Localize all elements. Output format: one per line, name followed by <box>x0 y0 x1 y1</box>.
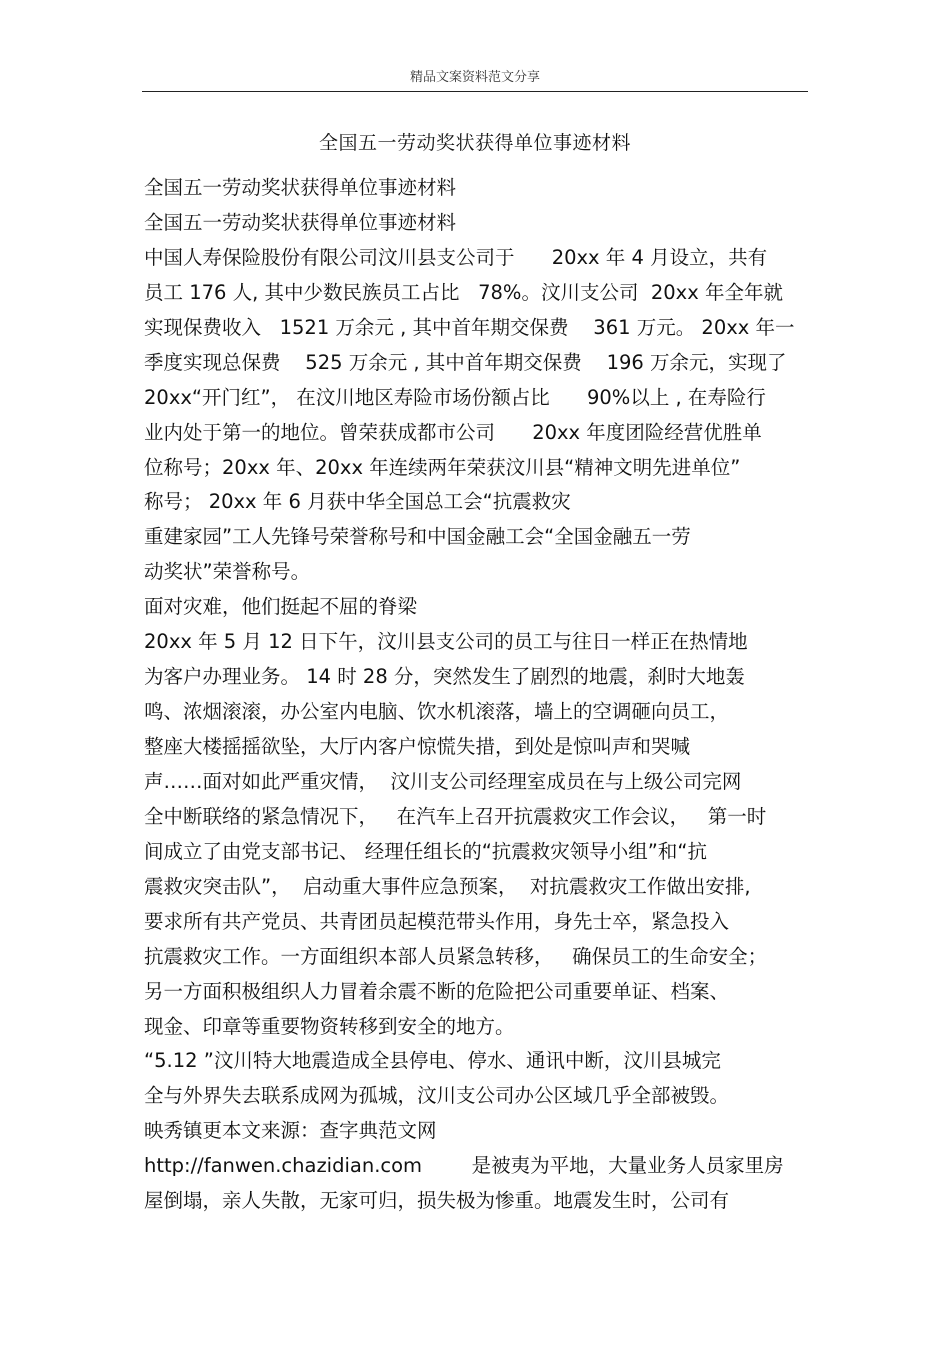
body-line: 全中断联络的紧急情况下， 在汽车上召开抗震救灾工作会议， 第一时 <box>144 804 767 828</box>
body-line: 员工 176 人, 其中少数民族员工占比 78%。汶川支公司 20xx 年全年就 <box>144 280 783 304</box>
body-line: 声……面对如此严重灾情， 汶川支公司经理室成员在与上级公司完网 <box>144 769 742 793</box>
body-line: 20xx“开门红”， 在汶川地区寿险市场份额占比 90%以上 , 在寿险行 <box>144 385 766 409</box>
section-heading: 面对灾难，他们挺起不屈的脊梁 <box>144 595 418 619</box>
body-line: 中国人寿保险股份有限公司汶川县支公司于 20xx 年 4 月设立，共有 <box>144 245 768 269</box>
body-line: 季度实现总保费 525 万余元 , 其中首年期交保费 196 万余元，实现了 <box>144 350 787 374</box>
document-body <box>144 171 810 1219</box>
body-line: 现金、印章等重要物资转移到安全的地方。 <box>144 1014 515 1038</box>
body-line: 位称号；20xx 年、20xx 年连续两年荣获汶川县“精神文明先进单位” <box>144 455 741 479</box>
body-line: 全与外界失去联系成网为孤城，汶川支公司办公区域几乎全部被毁。 <box>144 1084 730 1108</box>
body-line: “5.12 ”汶川特大地震造成全县停电、停水、通讯中断，汶川县城完 <box>144 1049 721 1073</box>
body-line: 要求所有共产党员、共青团员起模范带头作用，身先士卒，紧急投入 <box>144 909 730 933</box>
body-line: 鸣、浓烟滚滚，办公室内电脑、饮水机滚落，墙上的空调砸向员工， <box>144 700 730 724</box>
body-line: 屋倒塌，亲人失散，无家可归，损失极为惨重。地震发生时，公司有 <box>144 1189 730 1213</box>
body-line: 另一方面积极组织人力冒着余震不断的危险把公司重要单证、档案、 <box>144 979 730 1003</box>
body-line: 全国五一劳动奖状获得单位事迹材料 <box>144 210 457 234</box>
document-title: 全国五一劳动奖状获得单位事迹材料 <box>318 132 631 154</box>
body-line: 整座大楼摇摇欲坠，大厅内客户惊慌失措，到处是惊叫声和哭喊 <box>144 735 691 758</box>
body-line: 重建家园”工人先锋号荣誉称号和中国金融工会“全国金融五一劳 <box>144 525 691 549</box>
body-line: 映秀镇更本文来源：查字典范文网 <box>144 1119 437 1143</box>
body-line: 实现保费收入 1521 万余元 , 其中首年期交保费 361 万元。 20xx 年一 <box>144 315 795 339</box>
header-divider <box>142 91 808 92</box>
body-line: 间成立了由党支部书记、 经理任组长的“抗震救灾领导小组”和“抗 <box>144 839 708 863</box>
body-line: 全国五一劳动奖状获得单位事迹材料 <box>144 176 457 199</box>
body-line: 动奖状”荣誉称号。 <box>144 560 311 584</box>
body-line: 称号； 20xx 年 6 月获中华全国总工会“抗震救灾 <box>144 490 571 514</box>
body-line: 业内处于第一的地位。曾荣获成都市公司 20xx 年度团险经营优胜单 <box>144 420 762 444</box>
page-header: 精品文案资料范文分享 <box>409 70 540 85</box>
body-line: 20xx 年 5 月 12 日下午，汶川县支公司的员工与往日一样正在热情地 <box>144 630 748 654</box>
body-line: 抗震救灾工作。一方面组织本部人员紧急转移， 确保员工的生命安全； <box>144 944 768 968</box>
body-line: 为客户办理业务。 14 时 28 分，突然发生了剧烈的地震，刹时大地轰 <box>144 665 745 689</box>
body-line: 震救灾突击队”， 启动重大事件应急预案， 对抗震救灾工作做出安排, <box>144 874 751 898</box>
body-line: http://fanwen.chazidian.com 是被夷为平地，大量业务人员家里房 <box>144 1154 784 1178</box>
